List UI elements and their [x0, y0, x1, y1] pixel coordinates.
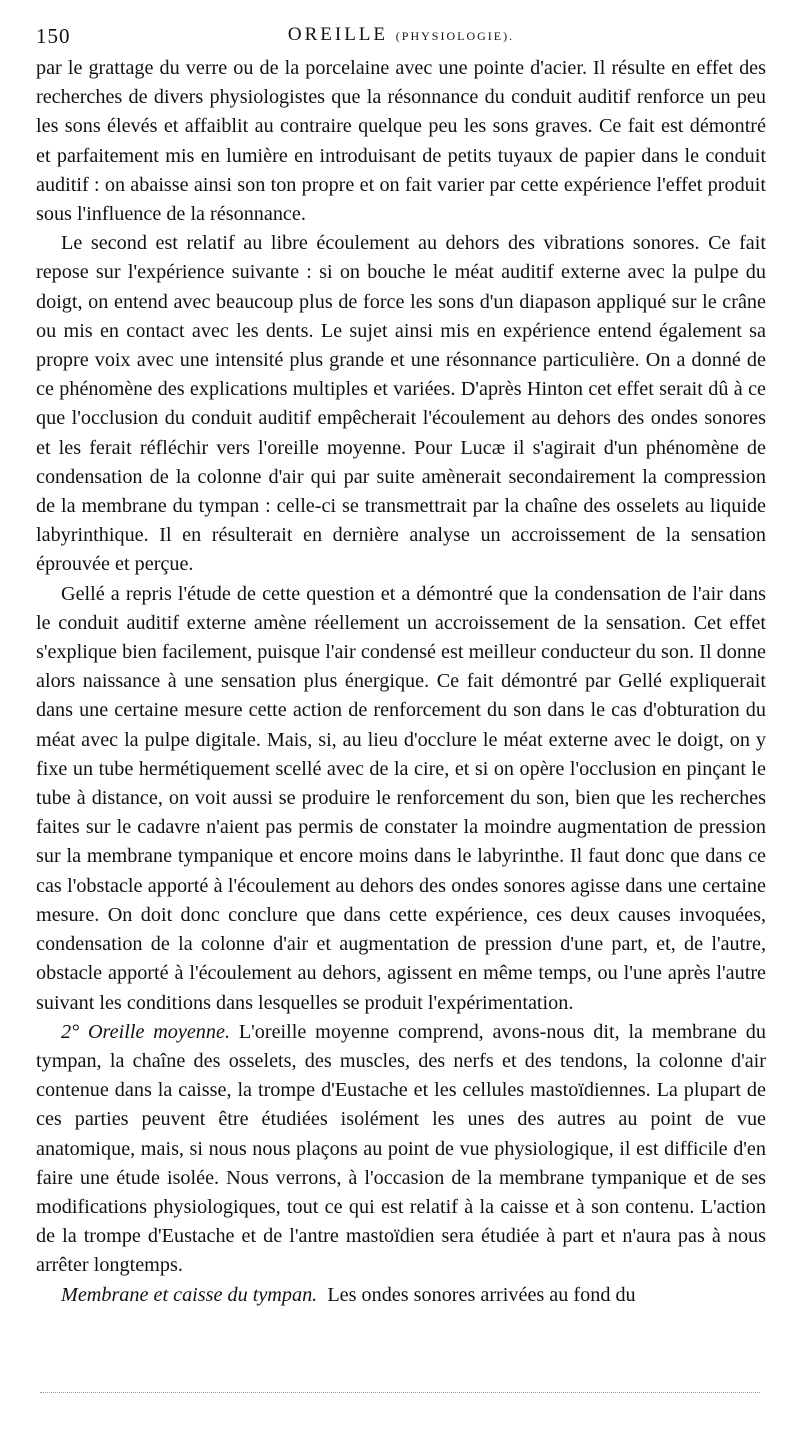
book-page	[36, 24, 766, 1310]
section-heading-oreille-moyenne: 2° Oreille moyenne.	[61, 1020, 230, 1043]
paragraph-membrane-text: Les ondes sonores arrivées au fond du	[327, 1283, 636, 1306]
paragraph-continuation: par le grattage du verre ou de la porcelaine avec une pointe d'acier. Il résulte en effet des recherches de divers physiologistes que la résonnance du conduit auditif renforce un peu les sons élevés et affaiblit au contraire quelque peu les sons graves. Ce fait est démontré et parfaitement mis en lumière en introduisant de petits tuyaux de papier dans le conduit auditif : on abaisse ainsi son ton propre et on fait varier par cette expérience l'effet produit sous l'influence de la résonnance.	[36, 57, 766, 226]
section-heading-membrane: Membrane et caisse du tympan.	[61, 1283, 318, 1306]
paragraph-oreille-moyenne	[36, 1018, 766, 1281]
footer-dotted-rule	[40, 1392, 760, 1393]
running-header	[36, 24, 766, 54]
paragraph-gelle: Gellé a repris l'étude de cette question et a démontré que la condensation de l'air dans le conduit auditif externe amène réellement un accroissement de la sensation. Cet effet s'explique bien facilement, puisque l'air condensé est meilleur conducteur du son. Il donne alors naissance à une sensation plus énergique. Ce fait démontré par Gellé expliquerait dans une certaine mesure cette action de renforcement du son dans le cas d'obturation du méat avec la pulpe digitale. Mais, si, au lieu d'occlure le méat externe avec le doigt, on y fixe un tube hermétiquement scellé avec de la cire, et si on opère l'occlusion en pinçant le tube à distance, on voit aussi se produire le renforcement du son, bien que les recherches faites sur le cadavre n'aient pas permis de constater la moindre augmentation de pression sur la membrane tympanique et encore moins dans le labyrinthe. Il faut donc que dans ce cas l'obstacle apporté à l'écoulement au dehors des ondes sonores agisse dans une certaine mesure. On doit donc conclure que dans cette expérience, ces deux causes invoquées, condensation de la colonne d'air et augmentation de pression d'une part, et, de l'autre, obstacle apporté à l'écoulement au dehors, agissent en même temps, ou l'une après l'autre suivant les conditions dans lesquelles se produit l'expérimentation.	[36, 582, 766, 1014]
running-title	[36, 24, 766, 46]
paragraph-membrane	[36, 1281, 766, 1310]
paragraph-oreille-moyenne-text: L'oreille moyenne comprend, avons-nous dit, la membrane du tympan, la chaîne des osselets, des muscles, des nerfs et des tendons, la colonne d'air contenue dans la caisse, la trompe d'Eustache et les cellules mastoïdiennes. La plupart de ces parties peuvent être étudiées isolément les unes des autres au point de vue anatomique, mais, si nous nous plaçons au point de vue physiologique, il est difficile d'en faire une étude isolée. Nous verrons, à l'occasion de la membrane tympanique et de ses modifications physiologiques, tout ce qui est relatif à la caisse et à son contenu. L'action de la trompe d'Eustache et de l'antre mastoïdien sera étudiée à part et n'aura pas à nous arrêter longtemps.	[36, 1020, 766, 1277]
paragraph-ecoulement: Le second est relatif au libre écoulement au dehors des vibrations sonores. Ce fait repose sur l'expérience suivante : si on bouche le méat auditif externe avec la pulpe du doigt, on entend avec beaucoup plus de force les sons d'un diapason appliqué sur le crâne ou mis en contact avec les dents. Le sujet ainsi mis en expérience entend également sa propre voix avec une intensité plus grande et une résonnance particulière. On a donné de ce phénomène des explications multiples et variées. D'après Hinton cet effet serait dû à ce que l'occlusion du conduit auditif empêcherait l'écoulement au dehors des ondes sonores et les ferait réfléchir vers l'oreille moyenne. Pour Lucæ il s'agirait d'un phénomène de condensation de la colonne d'air qui par suite amènerait secondairement la compression de la membrane du tympan : celle-ci se transmettrait par la chaîne des osselets au liquide labyrinthique. Il en résulterait en dernière analyse un accroissement de la sensation éprouvée et perçue.	[36, 232, 766, 576]
running-title-main: OREILLE	[287, 24, 389, 45]
page-number: 150	[36, 24, 71, 48]
running-title-subtitle: (PHYSIOLOGIE).	[395, 29, 515, 43]
body-text	[36, 54, 766, 1310]
